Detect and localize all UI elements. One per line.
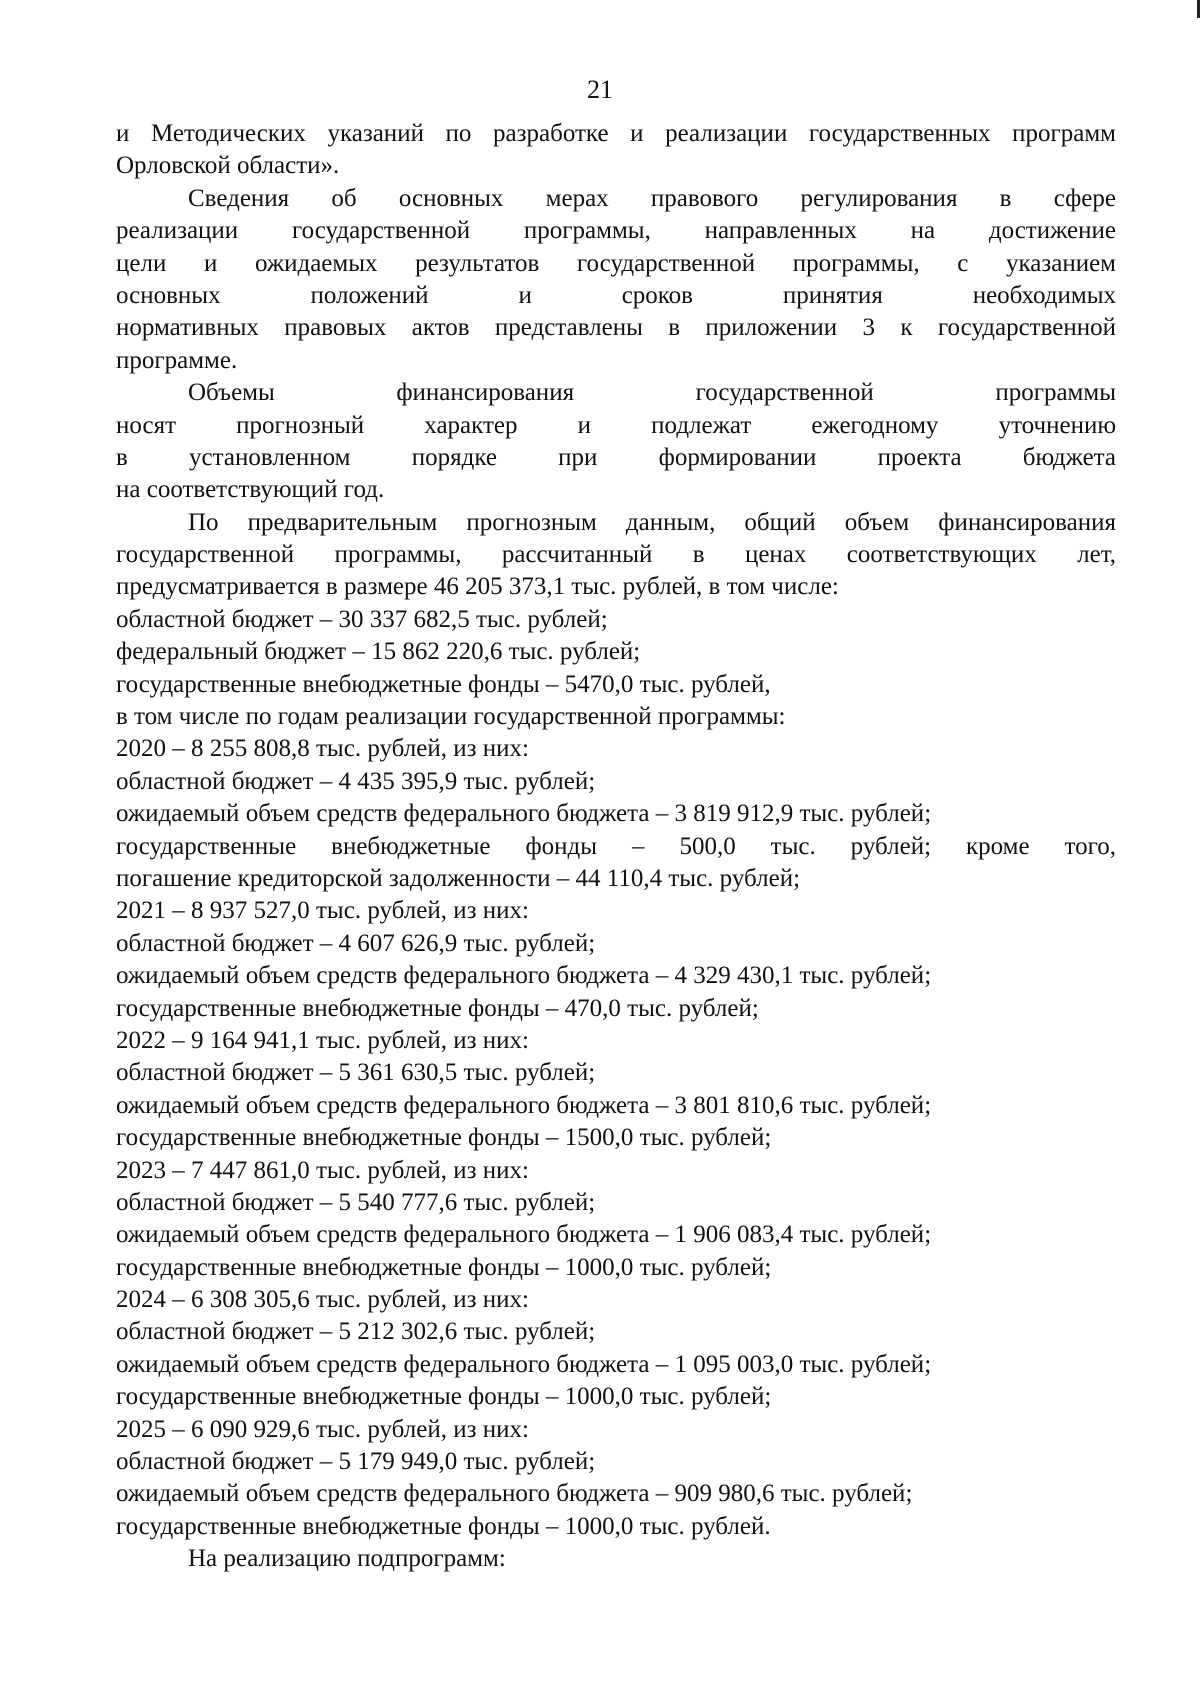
text-line: погашение кредиторской задолженности – 44 110,4 тыс. рублей; <box>116 864 801 892</box>
text-line: ожидаемый объем средств федерального бюджета – 909 980,6 тыс. рублей; <box>116 1480 913 1508</box>
text-line: На реализацию подпрограмм: <box>188 1545 506 1573</box>
text-line: областной бюджет – 4 435 395,9 тыс. рублей; <box>116 767 596 795</box>
text-line: в установленном порядке при формировании проекта бюджета <box>116 443 1116 471</box>
text-line: 2021 – 8 937 527,0 тыс. рублей, из них: <box>116 897 529 925</box>
text-line: государственные внебюджетные фонды – 1000,0 тыс. рублей; <box>116 1253 772 1281</box>
text-line: основных положений и сроков принятия необходимых <box>116 281 1116 309</box>
text-line: государственной программы, рассчитанный в ценах соответствующих лет, <box>116 541 1116 569</box>
text-line: в том числе по годам реализации государственной программы: <box>116 703 786 731</box>
text-line: и Методических указаний по разработке и реализации государственных программ <box>116 120 1116 147</box>
text-line: на соответствующий год. <box>116 476 385 504</box>
text-line: Орловской области». <box>116 152 340 180</box>
text-line: областной бюджет – 5 361 630,5 тыс. рублей; <box>116 1059 596 1087</box>
text-line: ожидаемый объем средств федерального бюджета – 1 095 003,0 тыс. рублей; <box>116 1350 932 1378</box>
text-line: государственные внебюджетные фонды – 1000,0 тыс. рублей; <box>116 1383 772 1411</box>
text-line: Объемы финансирования государственной программы <box>188 379 1116 407</box>
text-line: государственные внебюджетные фонды – 1500,0 тыс. рублей; <box>116 1124 772 1152</box>
text-line: 2020 – 8 255 808,8 тыс. рублей, из них: <box>116 735 529 763</box>
text-line: областной бюджет – 30 337 682,5 тыс. рублей; <box>116 605 608 633</box>
text-line: ожидаемый объем средств федерального бюджета – 4 329 430,1 тыс. рублей; <box>116 962 932 990</box>
text-line: ожидаемый объем средств федерального бюджета – 3 801 810,6 тыс. рублей; <box>116 1091 932 1119</box>
text-line: реализации государственной программы, направленных на достижение <box>116 217 1116 245</box>
text-line: областной бюджет – 5 179 949,0 тыс. рублей; <box>116 1448 596 1476</box>
text-line: государственные внебюджетные фонды – 470,0 тыс. рублей; <box>116 994 759 1022</box>
text-line: государственные внебюджетные фонды – 5470,0 тыс. рублей, <box>116 670 771 698</box>
text-line: 2024 – 6 308 305,6 тыс. рублей, из них: <box>116 1286 529 1314</box>
text-line: По предварительным прогнозным данным, общий объем финансирования <box>188 508 1116 536</box>
text-line: государственные внебюджетные фонды – 1000,0 тыс. рублей. <box>116 1512 771 1540</box>
document-body <box>116 118 1116 1576</box>
page-number: 21 <box>587 75 613 104</box>
text-line: ожидаемый объем средств федерального бюджета – 1 906 083,4 тыс. рублей; <box>116 1221 932 1249</box>
text-line: нормативных правовых актов представлены в приложении 3 к государственной <box>116 314 1116 342</box>
text-line: государственные внебюджетные фонды – 500,0 тыс. рублей; кроме того, <box>116 832 1116 860</box>
text-line: носят прогнозный характер и подлежат ежегодному уточнению <box>116 411 1116 439</box>
text-line: программе. <box>116 346 238 374</box>
text-line: предусматривается в размере 46 205 373,1 тыс. рублей, в том числе: <box>116 573 839 601</box>
text-line: 2023 – 7 447 861,0 тыс. рублей, из них: <box>116 1156 529 1184</box>
text-line: цели и ожидаемых результатов государственной программы, с указанием <box>116 249 1116 277</box>
text-line: областной бюджет – 5 540 777,6 тыс. рублей; <box>116 1188 596 1216</box>
text-line: областной бюджет – 4 607 626,9 тыс. рублей; <box>116 929 596 957</box>
text-line: 2022 – 9 164 941,1 тыс. рублей, из них: <box>116 1026 529 1054</box>
text-line: федеральный бюджет – 15 862 220,6 тыс. рублей; <box>116 638 641 666</box>
text-line: областной бюджет – 5 212 302,6 тыс. рублей; <box>116 1318 596 1346</box>
text-line: 2025 – 6 090 929,6 тыс. рублей, из них: <box>116 1415 529 1443</box>
text-line: ожидаемый объем средств федерального бюджета – 3 819 912,9 тыс. рублей; <box>116 800 932 828</box>
text-line: Сведения об основных мерах правового регулирования в сфере <box>188 184 1116 212</box>
